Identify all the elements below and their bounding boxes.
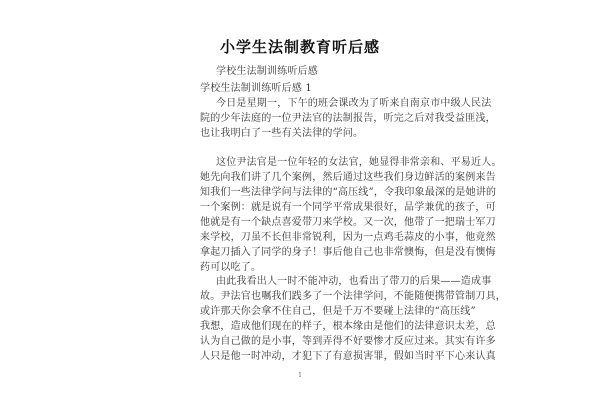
paragraph-line: 也让我明白了一些有关法律的学问。 [200, 128, 364, 139]
paragraph-line: 我想，造成他们现在的样子，根本缘由是他们的法律意识太差，总 [200, 321, 496, 332]
paragraph-line: 学校生法制训练听后感 1 [200, 83, 312, 94]
paragraph-line: 拿起刀插入了同学的身子！事后他自己也非常懊悔，但是没有懊悔 [200, 247, 496, 258]
paragraph-line: 或许那天你会拿不住自己，但是千万不要碰上法律的“高压线” [200, 306, 476, 317]
document-title: 小学生法制教育听后感 [219, 38, 380, 56]
paragraph-line: 这位尹法官是一位年轻的女法官，她显得非常亲和、平易近人。 [216, 157, 502, 168]
paragraph-line: 认为自己做的是小事，等到弄得不好要惨才反应过来。其实有许多 [200, 336, 496, 347]
paragraph-line: 他就是有一个缺点喜爱带刀来学校。又一次，他带了一把瑞士军刀 [200, 217, 496, 228]
paragraph-line: 药可以吃了。 [200, 262, 262, 273]
paragraph-line: 故。尹法官也嘱我们践多了一个法律学问，不能随便携带管制刀具， [200, 291, 506, 302]
paragraph-line: 一个案例：就是说有一个同学平常成果很好，品学兼优的孩子，可 [200, 202, 496, 213]
paragraph-line: 今日是星期一，下午的班会课改为了听来自南京市中级人民法 [216, 98, 492, 109]
paragraph-line: 学校生法制训练听后感 [216, 66, 318, 77]
page-number: 1 [298, 372, 302, 379]
paragraph-line: 来学校，刀虽不长但非常锐利，因为一点鸡毛蒜皮的小事，他竟然 [200, 232, 496, 243]
paragraph-line: 人只是他一时冲动，才犯下了有意损害罪，假如当时平下心来认真 [200, 351, 496, 362]
paragraph-line: 知我们一些法律学问与法律的“高压线”，令我印象最深的是她讲的 [200, 187, 497, 198]
paragraph-line: 院的少年法庭的一位尹法官的法制报告，听完之后对我受益匪浅， [200, 113, 496, 124]
paragraph-line: 由此我看出人一时不能冲动，也看出了带刀的后果——造成事 [216, 276, 492, 287]
paragraph-line: 她先向我们讲了几个案例，然后通过这些我们身边鲜活的案例来告 [200, 172, 496, 183]
